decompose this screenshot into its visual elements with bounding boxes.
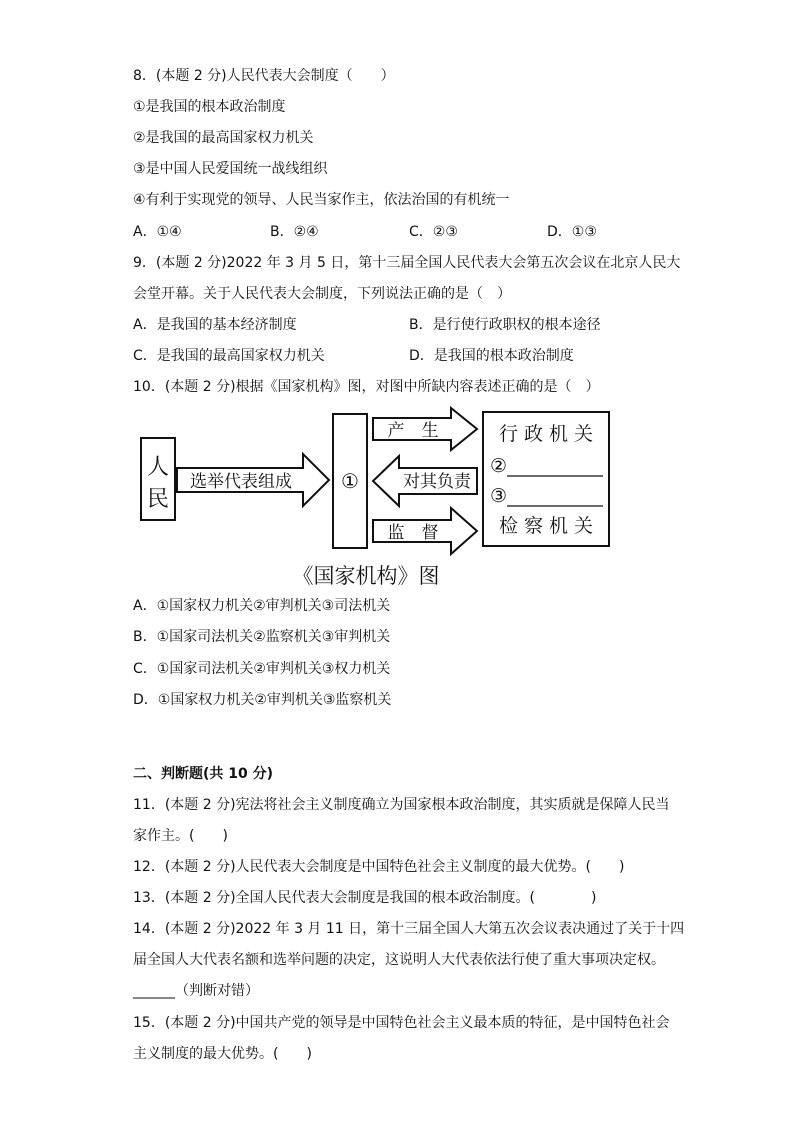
q8-item-4: ④有利于实现党的领导、人民当家作主，依法治国的有机统一 [133, 192, 510, 208]
q10-option-c: C．①国家司法机关②审判机关③权力机关 [133, 661, 391, 677]
q13-line1: 13．(本题 2 分)全国人民代表大会制度是我国的根本政治制度。( ) [133, 890, 597, 906]
q9-option-c: C．是我国的最高国家权力机关 [133, 348, 325, 364]
q8-option-d: D．①③ [547, 224, 597, 240]
q8-option-a: A．①④ [133, 224, 182, 240]
organ-procuratorate: 检 察 机 关 [498, 515, 594, 537]
elect-label: 选举代表组成 [190, 472, 292, 492]
center-label: ① [341, 469, 359, 493]
organ-blank-3: ③ [490, 485, 508, 507]
q8-item-3: ③是中国人民爱国统一战线组织 [133, 161, 328, 177]
q14-line1: 14．(本题 2 分)2022 年 3 月 11 日，第十三届全国人大第五次会议表决通过了关于十四 [133, 921, 685, 937]
q15-line1: 15．(本题 2 分)中国共产党的领导是中国特色社会主义最本质的特征，是中国特色社会 [133, 1015, 670, 1031]
q10-stem: 10．(本题 2 分)根据《国家机构》图，对图中所缺内容表述正确的是（ ） [133, 379, 600, 395]
q11-line2: 家作主。( ) [133, 828, 228, 844]
q8-stem: 8．(本题 2 分)人民代表大会制度（ ） [133, 68, 395, 84]
responsible-label: 对其负责 [403, 472, 471, 492]
q8-option-c: C．②③ [409, 224, 458, 240]
q9-stem-line2: 会堂开幕。关于人民代表大会制度，下列说法正确的是（ ） [133, 286, 511, 302]
produce-label: 产 生 [387, 421, 439, 441]
q11-line1: 11．(本题 2 分)宪法将社会主义制度确立为国家根本政治制度，其实质就是保障人民当 [133, 797, 670, 813]
q9-option-d: D．是我国的根本政治制度 [409, 348, 574, 364]
q8-item-2: ②是我国的最高国家权力机关 [133, 130, 314, 146]
q15-line2: 主义制度的最大优势。( ) [133, 1046, 312, 1062]
diagram-caption: 《国家机构》图 [292, 564, 440, 588]
q10-option-a: A．①国家权力机关②审判机关③司法机关 [133, 598, 391, 614]
supervise-label: 监 督 [387, 523, 439, 543]
people-char-2: 民 [146, 487, 170, 512]
q8-item-1: ①是我国的根本政治制度 [133, 99, 286, 115]
organ-executive: 行 政 机 关 [498, 423, 594, 445]
people-char-1: 人 [146, 455, 170, 480]
organ-blank-2: ② [490, 455, 508, 477]
q9-option-a: A．是我国的基本经济制度 [133, 317, 297, 333]
q10-option-b: B．①国家司法机关②监察机关③审判机关 [133, 629, 391, 645]
q9-option-b: B．是行使行政职权的根本途径 [409, 317, 601, 333]
q8-option-b: B．②④ [270, 224, 319, 240]
q14-line3: ______（判断对错） [133, 983, 259, 999]
q10-option-d: D．①国家权力机关②审判机关③监察机关 [133, 692, 392, 708]
q12-line1: 12．(本题 2 分)人民代表大会制度是中国特色社会主义制度的最大优势。( ) [133, 859, 625, 875]
section-2-title: 二、判断题(共 10 分) [133, 766, 274, 782]
q9-stem-line1: 9．(本题 2 分)2022 年 3 月 5 日，第十三届全国人民代表大会第五次会议在北京人民大 [133, 255, 681, 271]
q14-line2: 届全国人大代表名额和选举问题的决定，这说明人大代表依法行使了重大事项决定权。 [133, 952, 665, 968]
state-organs-diagram [133, 406, 623, 596]
